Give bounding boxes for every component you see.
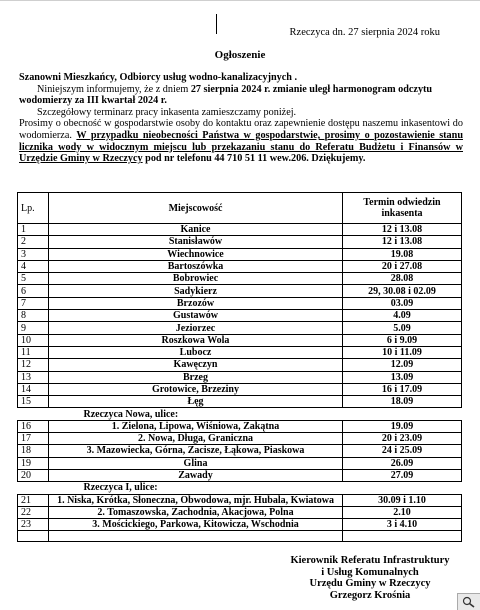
row-place: 2. Nowa, Długa, Graniczna xyxy=(49,433,343,445)
section-rzeczyca-i xyxy=(18,482,462,494)
row-lp: 5 xyxy=(18,273,49,285)
margin-marker xyxy=(216,14,217,34)
row-place: Bobrowiec xyxy=(49,273,343,285)
row-lp: 7 xyxy=(18,297,49,309)
row-term: 20 i 23.09 xyxy=(343,433,462,445)
magnifier-icon[interactable] xyxy=(457,593,480,610)
empty-cell xyxy=(343,531,462,542)
row-lp: 6 xyxy=(18,285,49,297)
row-place: Wiechnowice xyxy=(49,248,343,260)
row-term: 20 i 27.08 xyxy=(343,260,462,272)
row-term: 12.09 xyxy=(343,359,462,371)
table-row xyxy=(18,371,462,383)
signature-line-4: Grzegorz Krośnia xyxy=(329,589,411,601)
signature-line-1: Kierownik Referatu Infrastruktury xyxy=(290,555,450,566)
row-term: 5.09 xyxy=(343,322,462,334)
announcement-body xyxy=(19,72,463,165)
row-place: 3. Mazowiecka, Górna, Zacisze, Łąkowa, Piaskowa xyxy=(49,445,343,457)
row-place: Stanisławów xyxy=(49,236,343,248)
row-lp: 8 xyxy=(18,310,49,322)
header-lp: Lp. xyxy=(18,193,49,224)
table-footer-gap xyxy=(18,531,462,542)
row-place: Grotowice, Brzeziny xyxy=(49,383,343,395)
row-lp: 4 xyxy=(18,260,49,272)
schedule-table-body xyxy=(18,193,462,542)
table-row xyxy=(18,469,462,481)
section-rzeczyca-i-label: Rzeczyca I, ulice: xyxy=(83,482,158,494)
row-lp: 15 xyxy=(18,396,49,408)
table-row xyxy=(18,224,462,236)
table-row xyxy=(18,445,462,457)
row-place: 3. Mościckiego, Parkowa, Kitowicza, Wschodnia xyxy=(49,519,343,531)
table-row xyxy=(18,248,462,260)
section-rzeczyca-nowa-label: Rzeczyca Nowa, ulice: xyxy=(83,408,179,420)
row-place: Sadykierz xyxy=(49,285,343,297)
row-term: 26.09 xyxy=(343,457,462,469)
row-lp: 11 xyxy=(18,346,49,358)
paragraph-schedule-note: Szczegółowy terminarz pracy inkasenta zamieszczamy poniżej. xyxy=(37,106,297,118)
row-lp: 23 xyxy=(18,519,49,531)
row-place: Brzeg xyxy=(49,371,343,383)
signature-line-3: Urzędu Gminy w Rzeczycy xyxy=(309,578,431,590)
empty-cell xyxy=(49,531,343,542)
table-row xyxy=(18,273,462,285)
table-row xyxy=(18,383,462,395)
row-place: Gustawów xyxy=(49,310,343,322)
greeting: Szanowni Mieszkańcy, Odbiorcy usług wodno-kanalizacyjnych . xyxy=(19,72,298,83)
p3-phone: pod nr telefonu 44 710 51 11 wew.206. xyxy=(142,153,309,165)
row-term: 4.09 xyxy=(343,310,462,322)
row-term: 12 i 13.08 xyxy=(343,224,462,236)
row-place: 1. Zielona, Lipowa, Wiśniowa, Zakątna xyxy=(49,420,343,432)
row-lp: 22 xyxy=(18,506,49,518)
row-term: 13.09 xyxy=(343,371,462,383)
date-line: Rzeczyca dn. 27 sierpnia 2024 roku xyxy=(289,27,440,38)
row-term: 30.09 i 1.10 xyxy=(343,494,462,506)
row-place: Zawady xyxy=(49,469,343,481)
table-row xyxy=(18,420,462,432)
table-row xyxy=(18,285,462,297)
paragraph-schedule-change xyxy=(19,84,463,107)
row-place: Glina xyxy=(49,457,343,469)
p3-text: Prosimy o obecność w gospodarstwie osoby do kontaktu oraz zapewnienie dostępu naszemu inkasentowi do wodomierza. xyxy=(19,118,463,141)
schedule-table xyxy=(17,192,462,542)
table-row xyxy=(18,346,462,358)
paragraph-request xyxy=(19,118,463,164)
row-lp: 3 xyxy=(18,248,49,260)
row-lp: 12 xyxy=(18,359,49,371)
row-term: 18.09 xyxy=(343,396,462,408)
header-place: Miejscowość xyxy=(49,193,343,224)
p1-bold: 27 sierpnia 2024 r. zmianie uległ harmonogram odczytu wodomierzy za III kwartał 2024 r. xyxy=(19,83,433,107)
table-row xyxy=(18,396,462,408)
row-place: 2. Tomaszowska, Zachodnia, Akacjowa, Polna xyxy=(49,506,343,518)
row-place: Lubocz xyxy=(49,346,343,358)
row-term: 24 i 25.09 xyxy=(343,445,462,457)
table-row xyxy=(18,457,462,469)
table-header-row xyxy=(18,193,462,224)
table-row xyxy=(18,236,462,248)
magnifier-glyph xyxy=(462,596,476,608)
row-lp: 21 xyxy=(18,494,49,506)
section-rzeczyca-nowa xyxy=(18,408,462,420)
row-lp: 17 xyxy=(18,433,49,445)
table-row xyxy=(18,519,462,531)
row-place: Jeziorzec xyxy=(49,322,343,334)
p3-bold-underline: W przypadku nieobecności Państwa w gospodarstwie, prosimy o pozostawienie stanu licznika wody w widocznym miejscu lub przekazaniu stanu do Referatu Budżetu i Finansów w Urzędzie Gminy w Rzeczycy xyxy=(19,129,463,165)
row-lp: 14 xyxy=(18,383,49,395)
row-lp: 16 xyxy=(18,420,49,432)
empty-cell xyxy=(18,531,49,542)
row-lp: 20 xyxy=(18,469,49,481)
row-term: 28.08 xyxy=(343,273,462,285)
row-place: 1. Niska, Krótka, Słoneczna, Obwodowa, mjr. Hubala, Kwiatowa xyxy=(49,494,343,506)
row-term: 16 i 17.09 xyxy=(343,383,462,395)
row-term: 03.09 xyxy=(343,297,462,309)
row-term: 12 i 13.08 xyxy=(343,236,462,248)
p1-text: Niniejszym informujemy, że z dniem xyxy=(37,83,191,95)
row-term: 29, 30.08 i 02.09 xyxy=(343,285,462,297)
row-place: Kanice xyxy=(49,224,343,236)
row-lp: 9 xyxy=(18,322,49,334)
header-term: Termin odwiedzin inkasenta xyxy=(343,193,462,224)
table-row xyxy=(18,310,462,322)
row-term: 27.09 xyxy=(343,469,462,481)
row-lp: 10 xyxy=(18,334,49,346)
table-row xyxy=(18,433,462,445)
table-row xyxy=(18,334,462,346)
signature-line-2: i Usług Komunalnych xyxy=(321,566,419,578)
row-place: Brzozów xyxy=(49,297,343,309)
row-place: Bartoszówka xyxy=(49,260,343,272)
p3-thanks: Dziękujemy. xyxy=(308,153,366,165)
announcement-title: Ogłoszenie xyxy=(214,49,266,61)
row-lp: 18 xyxy=(18,445,49,457)
row-place: Łęg xyxy=(49,396,343,408)
table-row xyxy=(18,494,462,506)
row-term: 2.10 xyxy=(343,506,462,518)
page-top-border xyxy=(0,0,480,1)
table-row xyxy=(18,297,462,309)
table-row xyxy=(18,506,462,518)
row-lp: 13 xyxy=(18,371,49,383)
row-place: Roszkowa Wola xyxy=(49,334,343,346)
row-lp: 1 xyxy=(18,224,49,236)
row-lp: 19 xyxy=(18,457,49,469)
table-row xyxy=(18,322,462,334)
table-row xyxy=(18,260,462,272)
row-term: 19.08 xyxy=(343,248,462,260)
row-term: 3 i 4.10 xyxy=(343,519,462,531)
row-place: Kawęczyn xyxy=(49,359,343,371)
signature-block xyxy=(270,555,470,601)
row-term: 6 i 9.09 xyxy=(343,334,462,346)
row-lp: 2 xyxy=(18,236,49,248)
row-term: 19.09 xyxy=(343,420,462,432)
table-row xyxy=(18,359,462,371)
row-term: 10 i 11.09 xyxy=(343,346,462,358)
